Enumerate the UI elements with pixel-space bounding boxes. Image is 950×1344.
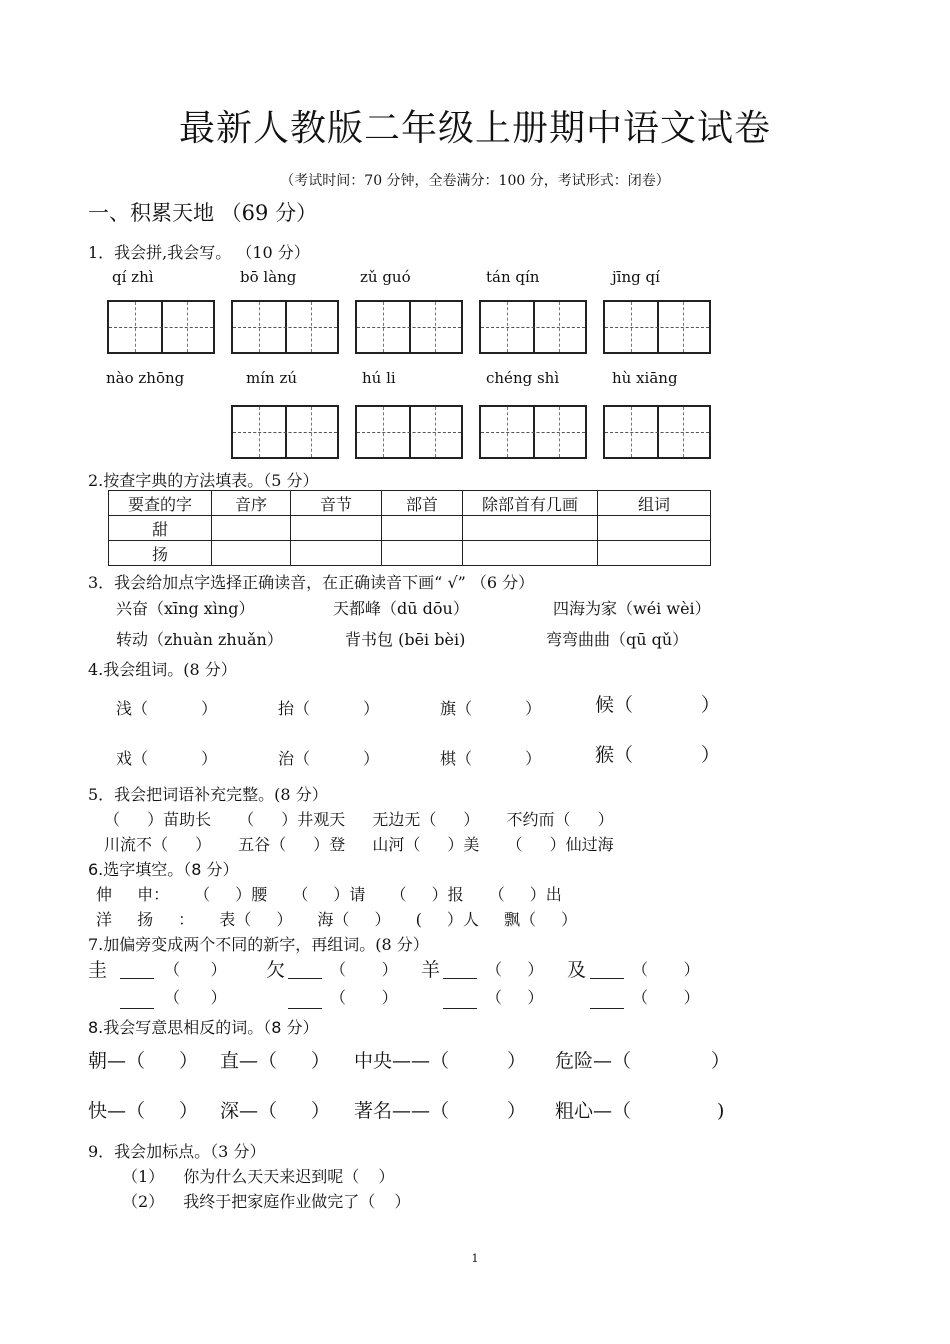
table-cell: 扬	[109, 541, 212, 566]
answer-cell[interactable]	[212, 541, 291, 566]
table-header: 音序	[212, 491, 291, 516]
answer-cell[interactable]	[598, 541, 711, 566]
blank-line[interactable]	[443, 964, 477, 979]
reading-item: 转动（zhuàn zhuǎn）	[116, 630, 283, 649]
q7-heading: 7.加偏旁变成两个不同的新字，再组词。(8 分）	[88, 935, 429, 954]
antonym-item: 快—（ ）	[88, 1100, 199, 1122]
paren: （ ）	[330, 988, 398, 1007]
writing-grid[interactable]	[231, 300, 339, 354]
pinyin-2: bō làng	[240, 268, 297, 286]
antonym-item: 著名——（ ）	[354, 1100, 527, 1122]
pinyin-10: hù xiāng	[612, 369, 678, 387]
word-item: 治（ ）	[278, 749, 380, 768]
table-header: 部首	[382, 491, 463, 516]
writing-grid[interactable]	[479, 405, 587, 459]
q6-heading: 6.选字填空。（8 分）	[88, 860, 239, 879]
reading-item: 四海为家（wéi wèi）	[553, 599, 711, 618]
answer-cell[interactable]	[463, 516, 598, 541]
base-char: 及	[567, 959, 587, 981]
q4-heading: 4.我会组词。(8 分）	[88, 660, 237, 679]
q1-heading: 1．我会拼,我会写。 （10 分）	[88, 243, 310, 262]
pinyin-9: chéng shì	[486, 369, 560, 387]
reading-item: 背书包 (bēi bèi)	[345, 630, 466, 649]
page-title: 最新人教版二年级上册期中语文试卷	[178, 108, 771, 149]
pinyin-3: zǔ guó	[360, 268, 411, 286]
blank-line[interactable]	[120, 964, 154, 979]
answer-cell[interactable]	[291, 541, 382, 566]
blank-line[interactable]	[443, 994, 477, 1009]
pinyin-6: nào zhōng	[106, 369, 185, 387]
choice-line: 伸 申： （ ）腰 （ ）请 （ ）报 （ ）出	[96, 885, 562, 904]
word-item: 候（ ）	[595, 694, 721, 716]
table-header: 组词	[598, 491, 711, 516]
blank-line[interactable]	[590, 964, 624, 979]
reading-item: 弯弯曲曲（qū qǔ）	[546, 630, 689, 649]
writing-grid[interactable]	[355, 405, 463, 459]
table-row	[109, 541, 711, 566]
word-item: 棋（ ）	[440, 749, 542, 768]
writing-grid[interactable]	[603, 300, 711, 354]
antonym-item: 朝—（ ）	[88, 1050, 199, 1072]
table-header: 要查的字	[109, 491, 212, 516]
antonym-item: 危险—（ ）	[555, 1050, 731, 1072]
pinyin-5: jīng qí	[612, 268, 660, 286]
base-char: 圭	[88, 959, 108, 981]
table-row	[109, 516, 711, 541]
writing-grid[interactable]	[603, 405, 711, 459]
page-number: 1	[471, 1252, 479, 1265]
writing-grid[interactable]	[355, 300, 463, 354]
answer-cell[interactable]	[382, 516, 463, 541]
answer-cell[interactable]	[212, 516, 291, 541]
pinyin-4: tán qín	[486, 268, 540, 286]
paren: （ ）	[164, 960, 227, 979]
q3-heading: 3．我会给加点字选择正确读音，在正确读音下画“ √” （6 分）	[88, 573, 535, 592]
writing-grid[interactable]	[231, 405, 339, 459]
writing-grid[interactable]	[479, 300, 587, 354]
table-header: 音节	[291, 491, 382, 516]
antonym-item: 粗心—（ )	[555, 1100, 725, 1122]
antonym-item: 深—（ ）	[220, 1100, 331, 1122]
punctuation-item: （2） 我终于把家庭作业做完了（ ）	[122, 1192, 411, 1211]
answer-cell[interactable]	[463, 541, 598, 566]
paren: （ ）	[632, 988, 700, 1007]
paren: （ ）	[632, 960, 700, 979]
antonym-item: 中央——（ ）	[354, 1050, 527, 1072]
q9-heading: 9．我会加标点。（3 分）	[88, 1142, 266, 1161]
paren: （ ）	[486, 960, 544, 979]
idiom-line: 川流不（ ） 五谷（ ）登 山河（ ）美 （ ）仙过海	[104, 835, 614, 854]
answer-cell[interactable]	[291, 516, 382, 541]
writing-grid[interactable]	[107, 300, 215, 354]
word-item: 旗（ ）	[440, 699, 542, 718]
paren: （ ）	[486, 988, 544, 1007]
reading-item: 天都峰（dū dōu）	[333, 599, 469, 618]
base-char: 欠	[266, 959, 286, 981]
answer-cell[interactable]	[598, 516, 711, 541]
word-item: 戏（ ）	[116, 749, 218, 768]
word-item: 抬（ ）	[278, 699, 380, 718]
base-char: 羊	[421, 959, 441, 981]
word-item: 猴（ ）	[595, 744, 721, 766]
blank-line[interactable]	[590, 994, 624, 1009]
reading-item: 兴奋（xīng xìng）	[116, 599, 255, 618]
pinyin-7: mín zú	[246, 369, 298, 387]
answer-cell[interactable]	[382, 541, 463, 566]
blank-line[interactable]	[288, 964, 322, 979]
q2-heading: 2.按查字典的方法填表。（5 分）	[88, 471, 319, 490]
blank-line[interactable]	[120, 994, 154, 1009]
table-header: 除部首有几画	[463, 491, 598, 516]
exam-info: （考试时间：70 分钟，全卷满分：100 分，考试形式：闭卷）	[280, 173, 670, 189]
choice-line: 洋 扬 ： 表（ ） 海（ ） ( ）人 飘（ ）	[96, 910, 578, 929]
punctuation-item: （1） 你为什么天天来迟到呢（ ）	[122, 1167, 395, 1186]
pinyin-8: hú li	[362, 369, 396, 387]
q8-heading: 8.我会写意思相反的词。（8 分）	[88, 1018, 319, 1037]
paren: （ ）	[164, 988, 227, 1007]
idiom-line: （ ）苗助长 （ ）井观天 无边无（ ） 不约而（ ）	[104, 810, 614, 829]
antonym-item: 直—（ ）	[220, 1050, 331, 1072]
q5-heading: 5．我会把词语补充完整。(8 分）	[88, 785, 328, 804]
section-heading: 一、积累天地 （69 分）	[88, 201, 318, 225]
dictionary-table	[108, 490, 711, 566]
word-item: 浅（ ）	[116, 699, 218, 718]
paren: （ ）	[330, 960, 398, 979]
pinyin-1: qí zhì	[112, 268, 154, 286]
table-cell: 甜	[109, 516, 212, 541]
blank-line[interactable]	[288, 994, 322, 1009]
